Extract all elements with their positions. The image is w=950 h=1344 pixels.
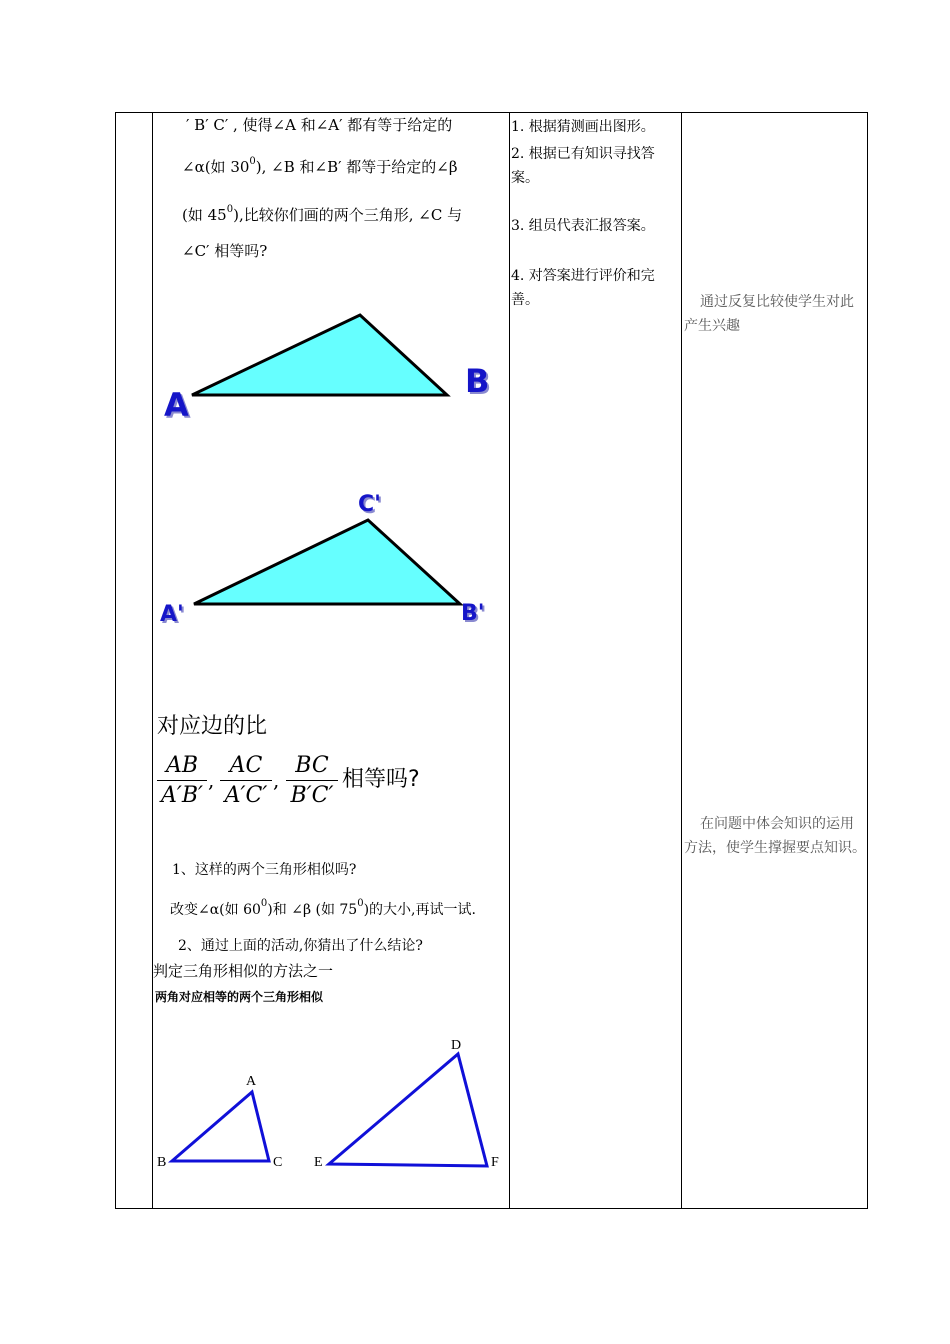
method-title: 判定三角形相似的方法之一 — [153, 962, 334, 980]
fraction-ac: $\frac{AC}{A'C'}$ — [220, 752, 272, 811]
vertex-label-b-prime: B' — [461, 601, 485, 626]
prompt-line-2: ∠α(如 $30^0$), ∠B 和∠B′ 都等于给定的∠β — [182, 156, 458, 176]
student-step-1: 1. 根据猜测画出图形。 — [511, 119, 655, 135]
question-2: 2、通过上面的活动,你猜出了什么结论? — [178, 938, 423, 954]
similar-triangles-figure — [152, 1030, 508, 1190]
table-top-border — [115, 112, 868, 113]
prompt-line-4: ∠C′ 相等吗? — [182, 242, 268, 260]
label-d: D — [451, 1038, 462, 1053]
fraction-bc: $\frac{BC}{B'C'}$ — [286, 752, 338, 811]
design-note-1: 通过反复比较使学生对此产生兴趣 — [684, 294, 854, 334]
student-step-2: 2. 根据已有知识寻找答案。 — [511, 146, 655, 186]
student-step-3: 3. 组员代表汇报答案。 — [511, 218, 655, 234]
student-step-4: 4. 对答案进行评价和完善。 — [511, 268, 655, 308]
triangle-abc-small — [172, 1092, 269, 1161]
label-a: A — [246, 1074, 257, 1089]
vertex-label-c-prime: C' — [358, 492, 381, 517]
table-bottom-border — [115, 1208, 868, 1209]
table-right-border — [867, 112, 868, 1209]
label-f: F — [491, 1155, 499, 1170]
fraction-ab: $\frac{AB}{A'B'}$ — [157, 752, 207, 811]
label-e: E — [314, 1155, 323, 1170]
triangle-abc — [192, 315, 447, 395]
design-note-2: 在问题中体会知识的运用方法，使学生撑握要点知识。 — [684, 816, 866, 856]
vertex-label-b: B — [465, 362, 490, 400]
column-divider-3 — [681, 112, 682, 1209]
triangle-abc-figure — [152, 300, 508, 430]
label-b: B — [157, 1155, 167, 1170]
ratio-question: 相等吗? — [342, 767, 420, 792]
column-divider-2 — [509, 112, 510, 1209]
vertex-label-a-prime: A' — [160, 602, 184, 627]
triangle-def — [329, 1054, 487, 1166]
method-statement: 两角对应相等的两个三角形相似 — [155, 990, 324, 1004]
vertex-label-a: A — [164, 386, 189, 424]
table-left-border — [115, 112, 116, 1209]
question-change-angles: 改变∠α(如 $60^0$)和 ∠β (如 $75^0$)的大小,再试一试. — [170, 898, 476, 918]
ratio-comma-2: , — [273, 768, 280, 792]
prompt-line-3: (如 $45^0$),比较你们画的两个三角形, ∠C 与 — [182, 204, 463, 224]
ratio-title: 对应边的比 — [157, 714, 268, 739]
triangle-a-prime-figure — [152, 500, 508, 620]
label-c: C — [273, 1155, 283, 1170]
question-1: 1、这样的两个三角形相似吗? — [172, 862, 357, 878]
prompt-line-1: ′ B′ C′ , 使得∠A 和∠A′ 都有等于给定的 — [186, 116, 453, 134]
triangle-a-prime-b-prime-c-prime — [194, 520, 460, 604]
ratio-comma-1: , — [208, 768, 215, 792]
